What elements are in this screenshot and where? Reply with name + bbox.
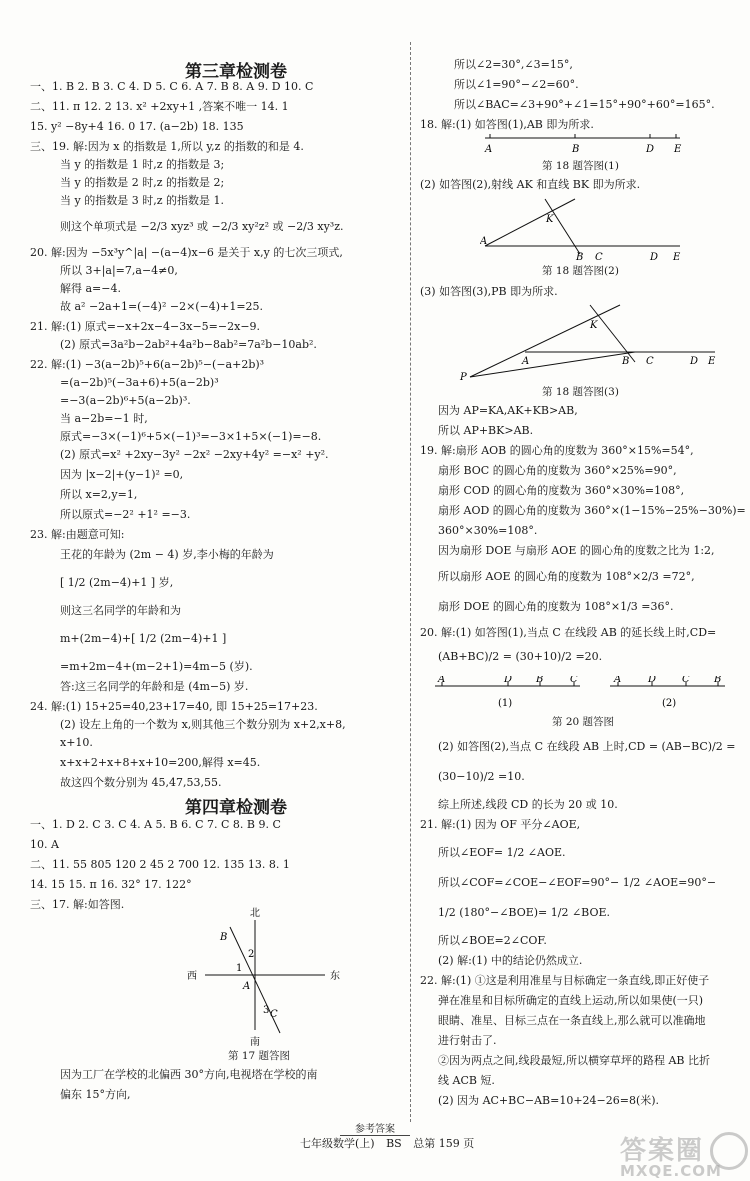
south-label: 南: [250, 1037, 260, 1048]
text-line: (30−10)/2 =10.: [438, 770, 525, 783]
text-line: 20. 解:因为 −5x³y^|a| −(a−4)x−6 是关于 x,y 的七次三项式,: [30, 246, 343, 259]
text-line: (2) 原式=x² +2xy−3y² −2x² −2xy+4y² =−x² +y².: [60, 448, 329, 461]
text-line: 三、19. 解:因为 x 的指数是 1,所以 y,z 的指数的和是 4.: [30, 140, 304, 153]
footer-page: 总第 159 页: [413, 1137, 475, 1150]
text-line: 一、1. D 2. C 3. C 4. A 5. B 6. C 7. C 8. B 9. C: [30, 818, 281, 831]
text-line: 所以∠COF=∠COE−∠EOF=90°− 1/2 ∠AOE=90°−: [438, 876, 717, 889]
figure-18-3-caption: 第 18 题答图(3): [542, 386, 619, 398]
text-line: 眼睛、准星、目标三点在一条直线上,那么就可以准确地: [438, 1014, 706, 1027]
text-line: 因为扇形 DOE 与扇形 AOE 的圆心角的度数之比为 1:2,: [438, 544, 715, 557]
label-a: A: [614, 676, 622, 685]
text-line: 所以扇形 AOE 的圆心角的度数为 108°×2/3 =72°,: [438, 570, 695, 583]
east-label: 东: [330, 971, 340, 982]
label-a: A: [485, 144, 493, 155]
label-a: A: [522, 356, 530, 367]
text-line: 21. 解:(1) 因为 OF 平分∠AOE,: [420, 818, 581, 831]
label-k: K: [590, 320, 598, 331]
watermark-text: 答案圈: [620, 1136, 705, 1166]
text-line: 则这三名同学的年龄和为: [60, 604, 181, 617]
text-line: 所以∠BOE=2∠COF.: [438, 934, 547, 947]
figure-18-1: [480, 132, 710, 156]
text-line: x+x+2+x+8+x+10=200,解得 x=45.: [60, 756, 261, 769]
label-b: B: [576, 252, 584, 263]
text-line: [ 1/2 (2m−4)+1 ] 岁,: [60, 576, 174, 589]
label-a: A: [480, 236, 488, 247]
text-line: 因为 AP=KA,AK+KB>AB,: [438, 404, 578, 417]
text-line: 所以原式=−2² +1² =−3.: [60, 508, 191, 521]
text-line: 14. 15 15. π 16. 32° 17. 122°: [30, 878, 192, 891]
text-line: 故这四个数分别为 45,47,53,55.: [60, 776, 222, 789]
text-line: m+(2m−4)+[ 1/2 (2m−4)+1 ]: [60, 632, 227, 645]
text-line: 所以∠1=90°−∠2=60°.: [454, 78, 579, 91]
text-line: (2) 因为 AC+BC−AB=10+24−26=8(米).: [438, 1094, 660, 1107]
text-line: 扇形 COD 的圆心角的度数为 360°×30%=108°,: [438, 484, 685, 497]
label-e: E: [674, 144, 682, 155]
footer-info: [300, 1135, 474, 1151]
text-line: 线 ACB 短.: [438, 1074, 495, 1087]
text-line: 原式=−3×(−1)⁶+5×(−1)³=−3×1+5×(−1)=−8.: [60, 430, 322, 443]
text-line: 进行射击了.: [438, 1034, 497, 1047]
footer-section-label: 参考答案: [340, 1120, 410, 1136]
figure-20: [430, 676, 730, 714]
text-line: 偏东 15°方向,: [60, 1088, 131, 1101]
text-line: 二、11. 55 805 120 2 45 2 700 12. 135 13. 8. 1: [30, 858, 290, 871]
text-line: 所以∠BAC=∠3+90°+∠1=15°+90°+60°=165°.: [454, 98, 715, 111]
label-p: P: [460, 372, 467, 383]
label-c: C: [682, 676, 690, 685]
watermark-logo: [610, 1130, 750, 1180]
figure-18-2: [480, 194, 710, 264]
angle-2-label: 2: [248, 949, 255, 960]
text-line: 当 y 的指数是 1 时,z 的指数是 3;: [60, 158, 225, 171]
text-line: 所以 3+|a|=7,a−4≠0,: [60, 264, 178, 277]
label-c: C: [570, 676, 578, 685]
footer-edition: BS: [386, 1137, 402, 1150]
label-b: B: [714, 676, 722, 685]
figure-18-2-caption: 第 18 题答图(2): [542, 265, 619, 277]
text-line: 当 a−2b=−1 时,: [60, 412, 148, 425]
text-line: 综上所述,线段 CD 的长为 20 或 10.: [438, 798, 618, 811]
watermark-url: MXQE.COM: [620, 1162, 722, 1180]
chapter3-title: 第三章检测卷: [185, 62, 287, 82]
text-line: (AB+BC)/2 = (30+10)/2 =20.: [438, 650, 603, 663]
point-a-label: A: [243, 981, 251, 992]
label-d: D: [690, 356, 699, 367]
label-d: D: [504, 676, 513, 685]
text-line: (2) 如答图(2),射线 AK 和直线 BK 即为所求.: [420, 178, 641, 191]
text-line: 21. 解:(1) 原式=−x+2x−4−3x−5=−2x−9.: [30, 320, 261, 333]
label-k: K: [546, 214, 554, 225]
text-line: 所以∠2=30°,∠3=15°,: [454, 58, 573, 71]
text-line: 扇形 BOC 的圆心角的度数为 360°×25%=90°,: [438, 464, 677, 477]
label-c: C: [646, 356, 654, 367]
west-label: 西: [187, 971, 197, 982]
angle-1-label: 1: [236, 963, 243, 974]
text-line: 所以 AP+BK>AB.: [438, 424, 534, 437]
label-e: E: [708, 356, 716, 367]
figure-17-caption: 第 17 题答图: [228, 1050, 291, 1062]
text-line: 24. 解:(1) 15+25=40,23+17=40, 即 15+25=17+23.: [30, 700, 318, 713]
text-line: (3) 如答图(3),PB 即为所求.: [420, 285, 558, 298]
label-b: B: [536, 676, 544, 685]
text-line: 当 y 的指数是 3 时,z 的指数是 1.: [60, 194, 224, 207]
sub-label-2: (2): [662, 698, 677, 709]
label-e: E: [673, 252, 681, 263]
label-a: A: [438, 676, 446, 685]
text-line: 解得 a=−4.: [60, 282, 121, 295]
text-line: ②因为两点之间,线段最短,所以横穿草坪的路程 AB 比折: [438, 1054, 711, 1067]
label-d: D: [650, 252, 659, 263]
text-line: 扇形 AOD 的圆心角的度数为 360°×(1−15%−25%−30%)=: [438, 504, 746, 517]
text-line: 二、11. π 12. 2 13. x² +2xy+1 ,答案不唯一 14. 1: [30, 100, 289, 113]
label-c: C: [595, 252, 603, 263]
text-line: 20. 解:(1) 如答图(1),当点 C 在线段 AB 的延长线上时,CD=: [420, 626, 717, 639]
text-line: =−3(a−2b)⁶+5(a−2b)³.: [60, 394, 191, 407]
label-d: D: [648, 676, 657, 685]
text-line: x+10.: [60, 736, 93, 749]
text-line: 22. 解:(1) −3(a−2b)⁵+6(a−2b)⁵−(−a+2b)³: [30, 358, 265, 371]
column-divider: [410, 42, 411, 1122]
point-c-label: C: [270, 1009, 278, 1020]
text-line: 19. 解:扇形 AOB 的圆心角的度数为 360°×15%=54°,: [420, 444, 694, 457]
text-line: =m+2m−4+(m−2+1)=4m−5 (岁).: [60, 660, 253, 673]
angle-3-label: 3: [263, 1005, 270, 1016]
chapter4-title: 第四章检测卷: [185, 798, 287, 818]
text-line: 故 a² −2a+1=(−4)² −2×(−4)+1=25.: [60, 300, 264, 313]
text-line: 18. 解:(1) 如答图(1),AB 即为所求.: [420, 118, 594, 131]
label-b: B: [622, 356, 630, 367]
footer-grade: 七年级数学(上): [300, 1137, 375, 1150]
text-line: 因为工厂在学校的北偏西 30°方向,电视塔在学校的南: [60, 1068, 318, 1081]
text-line: 答:这三名同学的年龄和是 (4m−5) 岁.: [60, 680, 249, 693]
text-line: (2) 解:(1) 中的结论仍然成立.: [438, 954, 583, 967]
text-line: 一、1. B 2. B 3. C 4. D 5. C 6. A 7. B 8. A 9. D 10. C: [30, 80, 314, 93]
text-line: =(a−2b)⁵(−3a+6)+5(a−2b)³: [60, 376, 219, 389]
text-line: (2) 设左上角的一个数为 x,则其他三个数分别为 x+2,x+8,: [60, 718, 346, 731]
text-line: 当 y 的指数是 2 时,z 的指数是 2;: [60, 176, 225, 189]
label-d: D: [646, 144, 655, 155]
text-line: 三、17. 解:如答图.: [30, 898, 125, 911]
text-line: (2) 如答图(2),当点 C 在线段 AB 上时,CD = (AB−BC)/2 =: [438, 740, 736, 753]
text-line: 王花的年龄为 (2m − 4) 岁,李小梅的年龄为: [60, 548, 274, 561]
point-b-label: B: [220, 932, 228, 943]
text-line: 因为 |x−2|+(y−1)² =0,: [60, 468, 184, 481]
label-b: B: [572, 144, 580, 155]
figure-18-3: [450, 300, 720, 385]
sub-label-1: (1): [498, 698, 513, 709]
text-line: 则这个单项式是 −2/3 xyz³ 或 −2/3 xy²z² 或 −2/3 xy³z.: [60, 220, 344, 233]
figure-20-caption: 第 20 题答图: [552, 716, 615, 728]
text-line: 15. y² −8y+4 16. 0 17. (a−2b) 18. 135: [30, 120, 244, 133]
text-line: 弹在准星和目标所确定的直线上运动,所以如果使(一只): [438, 994, 704, 1007]
figure-17-compass: [180, 905, 350, 1050]
text-line: 22. 解:(1) ①这是利用准星与目标确定一条直线,即正好使子: [420, 974, 710, 987]
text-line: 所以 x=2,y=1,: [60, 488, 138, 501]
text-line: 360°×30%=108°.: [438, 524, 538, 537]
text-line: (2) 原式=3a²b−2ab²+4a²b−8ab²=7a²b−10ab².: [60, 338, 317, 351]
north-label: 北: [250, 908, 260, 919]
text-line: 所以∠EOF= 1/2 ∠AOE.: [438, 846, 566, 859]
text-line: 1/2 (180°−∠BOE)= 1/2 ∠BOE.: [438, 906, 611, 919]
text-line: 10. A: [30, 838, 59, 851]
figure-18-1-caption: 第 18 题答图(1): [542, 160, 619, 172]
text-line: 23. 解:由题意可知:: [30, 528, 125, 541]
text-line: 扇形 DOE 的圆心角的度数为 108°×1/3 =36°.: [438, 600, 674, 613]
